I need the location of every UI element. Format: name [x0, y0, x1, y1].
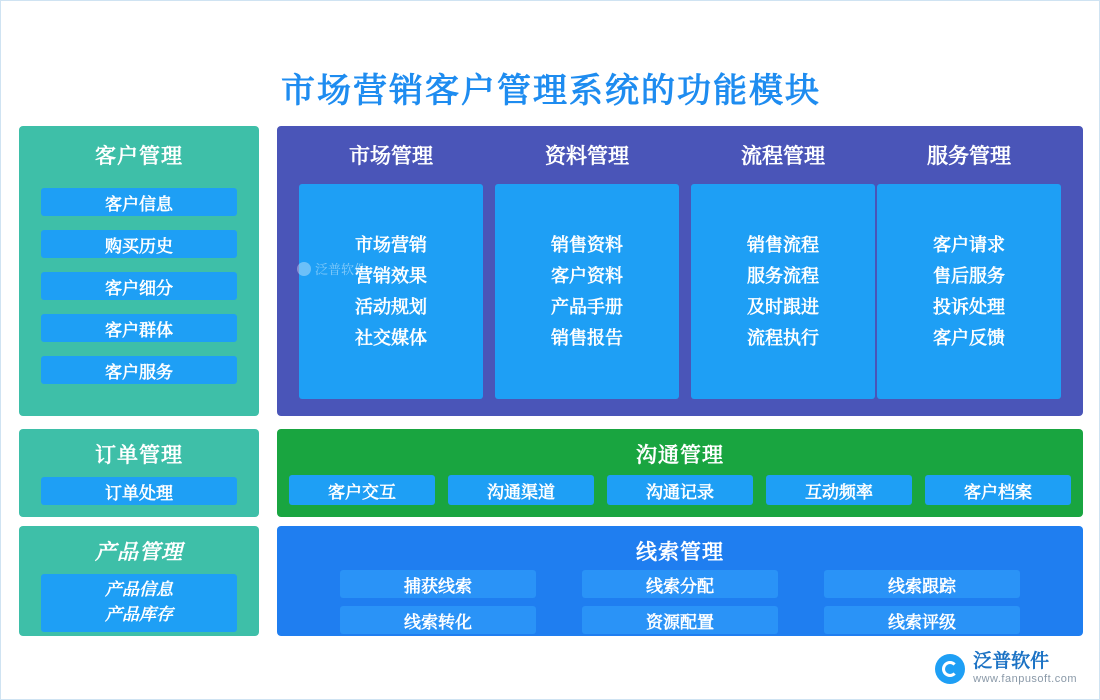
- node-social-media[interactable]: 社交媒体: [355, 327, 427, 348]
- node-lead-tracking[interactable]: 线索跟踪: [824, 570, 1020, 598]
- node-customer-segmentation[interactable]: 客户细分: [41, 272, 237, 300]
- node-capture-lead[interactable]: 捕获线索: [340, 570, 536, 598]
- group-title-lead-management: 线索管理: [636, 541, 724, 564]
- watermark-center-text: 泛普软件: [315, 262, 368, 277]
- node-product-info[interactable]: 产品信息: [105, 580, 173, 599]
- group-market-management: [299, 140, 483, 399]
- market-management-items: [299, 184, 483, 399]
- group-service-management: [877, 140, 1061, 399]
- page-title: 市场营销客户管理系统的功能模块: [281, 72, 821, 110]
- group-product-management: [19, 526, 259, 636]
- group-process-management: [691, 140, 875, 399]
- group-title-process-management: 流程管理: [741, 145, 825, 168]
- group-title-order-management: 订单管理: [95, 444, 183, 467]
- node-lead-conversion[interactable]: 线索转化: [340, 606, 536, 634]
- group-communication-management: [277, 429, 1083, 517]
- node-marketing[interactable]: 市场营销: [355, 234, 427, 255]
- node-sales-process[interactable]: 销售流程: [747, 234, 819, 255]
- node-customer-info[interactable]: 客户信息: [41, 188, 237, 216]
- node-customer-profile[interactable]: 客户档案: [925, 475, 1071, 505]
- communication-management-items: [289, 475, 1071, 505]
- node-customer-interaction[interactable]: 客户交互: [289, 475, 435, 505]
- group-title-service-management: 服务管理: [927, 145, 1011, 168]
- group-management-cluster: [277, 126, 1083, 416]
- node-customer-material[interactable]: 客户资料: [551, 265, 623, 286]
- node-complaint-handling[interactable]: 投诉处理: [933, 296, 1005, 317]
- lead-management-items: [317, 570, 1043, 634]
- service-management-items: [877, 184, 1061, 399]
- group-title-product-management: 产品管理: [95, 541, 183, 564]
- node-after-sales-service[interactable]: 售后服务: [933, 265, 1005, 286]
- customer-management-items: [41, 188, 237, 398]
- group-title-customer-management: 客户管理: [95, 145, 183, 168]
- node-product-manual[interactable]: 产品手册: [551, 296, 623, 317]
- node-process-execution[interactable]: 流程执行: [747, 327, 819, 348]
- brand-url: www.fanpusoft.com: [973, 672, 1077, 685]
- group-customer-management: [19, 126, 259, 416]
- node-product-inventory[interactable]: 产品库存: [105, 605, 173, 624]
- brand-name: 泛普软件: [973, 651, 1050, 673]
- node-customer-service[interactable]: 客户服务: [41, 356, 237, 384]
- node-customer-groups[interactable]: 客户群体: [41, 314, 237, 342]
- node-campaign-planning[interactable]: 活动规划: [355, 296, 427, 317]
- group-material-management: [495, 140, 679, 399]
- node-communication-record[interactable]: 沟通记录: [607, 475, 753, 505]
- node-sales-material[interactable]: 销售资料: [551, 234, 623, 255]
- node-communication-channel[interactable]: 沟通渠道: [448, 475, 594, 505]
- material-management-items: [495, 184, 679, 399]
- brand-logo: [935, 652, 1077, 685]
- node-interaction-frequency[interactable]: 互动频率: [766, 475, 912, 505]
- node-lead-assignment[interactable]: 线索分配: [582, 570, 778, 598]
- node-sales-report[interactable]: 销售报告: [551, 327, 623, 348]
- brand-mark-icon: [935, 654, 965, 684]
- group-title-communication-management: 沟通管理: [636, 444, 724, 467]
- group-title-material-management: 资料管理: [545, 145, 629, 168]
- node-service-process[interactable]: 服务流程: [747, 265, 819, 286]
- product-management-items[interactable]: [41, 574, 237, 632]
- node-order-processing[interactable]: 订单处理: [41, 477, 237, 505]
- process-management-items: [691, 184, 875, 399]
- node-lead-rating[interactable]: 线索评级: [824, 606, 1020, 634]
- node-purchase-history[interactable]: 购买历史: [41, 230, 237, 258]
- node-customer-feedback[interactable]: 客户反馈: [933, 327, 1005, 348]
- group-lead-management: [277, 526, 1083, 636]
- group-order-management: [19, 429, 259, 517]
- group-title-market-management: 市场管理: [349, 145, 433, 168]
- node-timely-followup[interactable]: 及时跟进: [747, 296, 819, 317]
- node-marketing-effect[interactable]: 营销效果: [355, 265, 427, 286]
- node-customer-request[interactable]: 客户请求: [933, 234, 1005, 255]
- brand-text: [973, 652, 1077, 685]
- node-resource-allocation[interactable]: 资源配置: [582, 606, 778, 634]
